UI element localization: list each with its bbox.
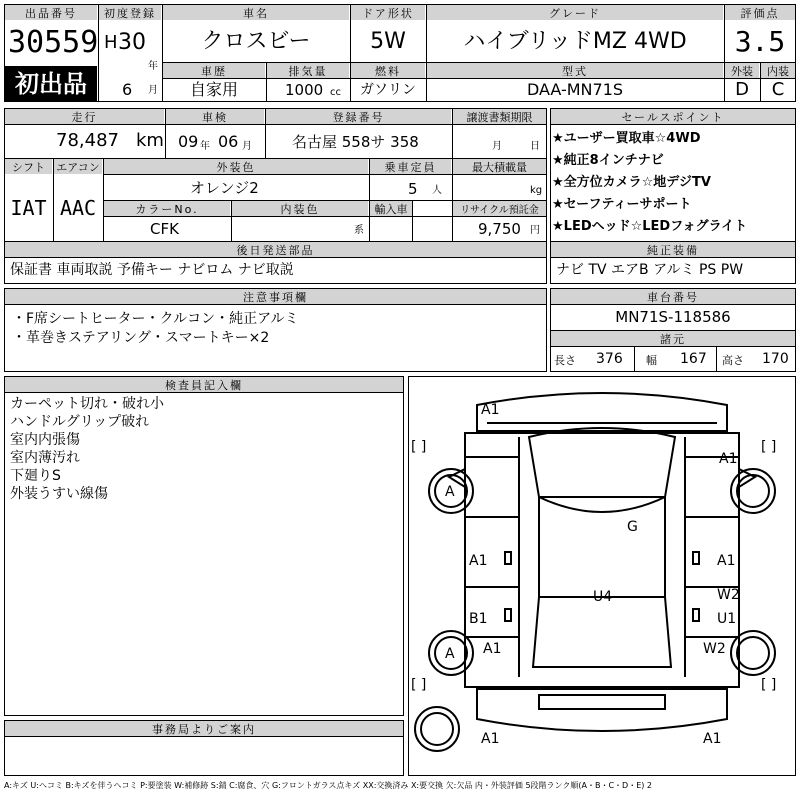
inspector-label: 検査員記入欄 [5, 377, 403, 392]
grade: ハイブリッドMZ 4WD [463, 29, 687, 54]
insp-year-unit: 年 [200, 141, 210, 152]
height-value: 170 [762, 351, 789, 367]
model-code-label: 型式 [427, 63, 723, 78]
mark-center: U4 [593, 589, 613, 605]
mark-right-rear-quarter: W2 [703, 641, 726, 657]
int-color-unit: 系 [354, 225, 364, 236]
mark-rear-left-wheel: A [445, 646, 455, 662]
displacement-label: 排気量 [267, 63, 349, 78]
first-listing-label: 初出品 [15, 69, 87, 98]
capacity-unit: 人 [432, 185, 442, 196]
chassis-label: 車台番号 [551, 289, 795, 304]
insp-month: 06 [218, 132, 239, 151]
plate-number: 名古屋 558サ 358 [292, 133, 419, 151]
recycle-unit: 円 [530, 225, 540, 236]
capacity: 5 [408, 180, 418, 198]
history: 自家用 [189, 80, 238, 99]
model-code: DAA-MN71S [526, 80, 624, 99]
sales-point-item: ★全方位カメラ☆地デジTV [552, 175, 711, 190]
color-no: CFK [150, 220, 179, 238]
inspection-label: 車検 [166, 109, 264, 124]
chassis-number: MN71S-118586 [615, 307, 731, 326]
later-parts-text: 保証書 車両取説 予備キー ナビロム ナビ取説 [10, 262, 294, 278]
first-reg-year: 30 [118, 30, 146, 55]
shift: IAT [10, 196, 47, 220]
mark-right-rear-door: W2 [717, 587, 740, 603]
length-label: 長さ [554, 354, 576, 367]
vehicle-diagram [409, 377, 795, 775]
mark-left-rear-door: B1 [469, 611, 488, 627]
sales-point-item: ★セーフティーサポート [552, 197, 692, 212]
mark-roof: G [627, 519, 638, 535]
mileage-label: 走行 [5, 109, 164, 124]
insp-month-unit: 月 [242, 141, 252, 152]
mark-left-front-door: A1 [469, 553, 488, 569]
plate-label: 登録番号 [266, 109, 451, 124]
mileage: 78,487 [56, 130, 119, 151]
inspector-line: 外装うすい線傷 [10, 486, 108, 502]
bracket-right-front: [ ] [761, 439, 777, 455]
ext-color: オレンジ2 [190, 179, 259, 197]
legend: A:キズ U:ヘコミ B:キズを伴うヘコミ P:要塗装 W:補修跡 S:錆 C:腐食、穴 G:フロントガラス点キズ XX:交換済み X:要交換 欠:欠品 内・外装評価 5段階ランク順(A・B・C・D・E) 2 [4, 781, 653, 790]
first-reg-month: 6 [122, 80, 133, 99]
transfer-label: 譲渡書類期限 [453, 109, 546, 124]
history-label: 車歴 [163, 63, 265, 78]
ext-grade: D [735, 79, 749, 100]
dimensions-label: 諸元 [551, 331, 795, 346]
later-parts-label: 後日発送部品 [5, 242, 546, 257]
inspector-line: カーペット切れ・破れ小 [10, 396, 164, 412]
fuel: ガソリン [360, 82, 416, 98]
equipment-label: 純正装備 [551, 242, 795, 257]
displacement: 1000 [285, 81, 324, 99]
mileage-unit: km [136, 130, 164, 151]
month-unit: 月 [148, 85, 158, 96]
grade-label: グレード [427, 5, 723, 20]
shift-label: シフト [5, 159, 52, 174]
ext-grade-label: 外装 [725, 63, 759, 78]
sales-point-item: ★LEDヘッド☆LEDフォグライト [552, 219, 748, 234]
color-label: 外装色 [104, 159, 368, 174]
ac-label: エアコン [54, 159, 102, 174]
lot-number: 30559 [8, 25, 99, 60]
mark-rear-bumper-right: A1 [703, 731, 722, 747]
inspector-line: 室内薄汚れ [10, 450, 80, 466]
int-color-label: 内装色 [232, 201, 368, 216]
sales-points-label: セールスポイント [551, 109, 795, 124]
door-label: ドア形状 [351, 5, 425, 20]
mark-front-bumper: A1 [481, 402, 500, 418]
mark-left-rear-quarter: A1 [483, 641, 502, 657]
displacement-unit: cc [330, 87, 341, 98]
bracket-left-front: [ ] [411, 439, 427, 455]
int-grade-label: 内装 [761, 63, 795, 78]
office-label: 事務局よりご案内 [5, 721, 403, 736]
recycle-fee: 9,750 [478, 220, 521, 238]
width-label: 幅 [646, 354, 657, 367]
note-line: ・F席シートヒーター・クルコン・純正アルミ [12, 311, 299, 327]
transfer-month-unit: 月 [492, 141, 502, 152]
ac: AAC [59, 196, 97, 220]
score-label: 評価点 [725, 5, 795, 20]
sales-point-item: ★純正8インチナビ [552, 153, 664, 168]
max-load-label: 最大積載量 [453, 159, 546, 174]
height-label: 高さ [722, 354, 744, 367]
color-no-label: カラーNo. [104, 201, 230, 216]
recycle-label: リサイクル預託金 [453, 201, 546, 216]
import-label: 輸入車 [370, 201, 412, 216]
bracket-right-rear: [ ] [761, 677, 777, 693]
body-outline [465, 433, 739, 687]
first-reg-label: 初度登録 [99, 5, 161, 20]
max-load-unit: kg [530, 185, 543, 196]
mark-front-left-fender: A1 [719, 451, 738, 467]
int-grade: C [771, 79, 785, 100]
fuel-label: 燃料 [351, 63, 425, 78]
note-line: ・革巻きステアリング・スマートキー×2 [12, 330, 270, 346]
windshield-outline [529, 428, 675, 497]
door-type: 5W [370, 29, 406, 54]
capacity-label: 乗車定員 [370, 159, 451, 174]
year-unit: 年 [148, 61, 158, 72]
insp-year: 09 [178, 132, 199, 151]
model-name-label: 車名 [163, 5, 349, 20]
inspector-line: 室内内張傷 [10, 432, 80, 448]
notes-label: 注意事項欄 [5, 289, 546, 304]
sales-point-item: ★ユーザー買取車☆4WD [552, 131, 701, 146]
mark-right-rear-door-2: U1 [717, 611, 737, 627]
width-value: 167 [680, 351, 707, 367]
mark-rear-bumper-left: A1 [481, 731, 500, 747]
transfer-day-unit: 日 [530, 141, 540, 152]
front-bumper-outline [477, 393, 727, 431]
length-value: 376 [596, 351, 623, 367]
equipment-text: ナビ TV エアB アルミ PS PW [556, 262, 744, 278]
score: 3.5 [734, 25, 786, 58]
mark-right-front-door: A1 [717, 553, 736, 569]
mark-front-left-wheel: A [445, 484, 455, 500]
model-name: クロスビー [201, 29, 311, 54]
inspector-line: ハンドルグリップ破れ [10, 414, 150, 430]
era: H [104, 32, 118, 53]
inspector-line: 下廻りS [10, 468, 61, 484]
lot-label: 出品番号 [5, 5, 97, 20]
bracket-left-rear: [ ] [411, 677, 427, 693]
